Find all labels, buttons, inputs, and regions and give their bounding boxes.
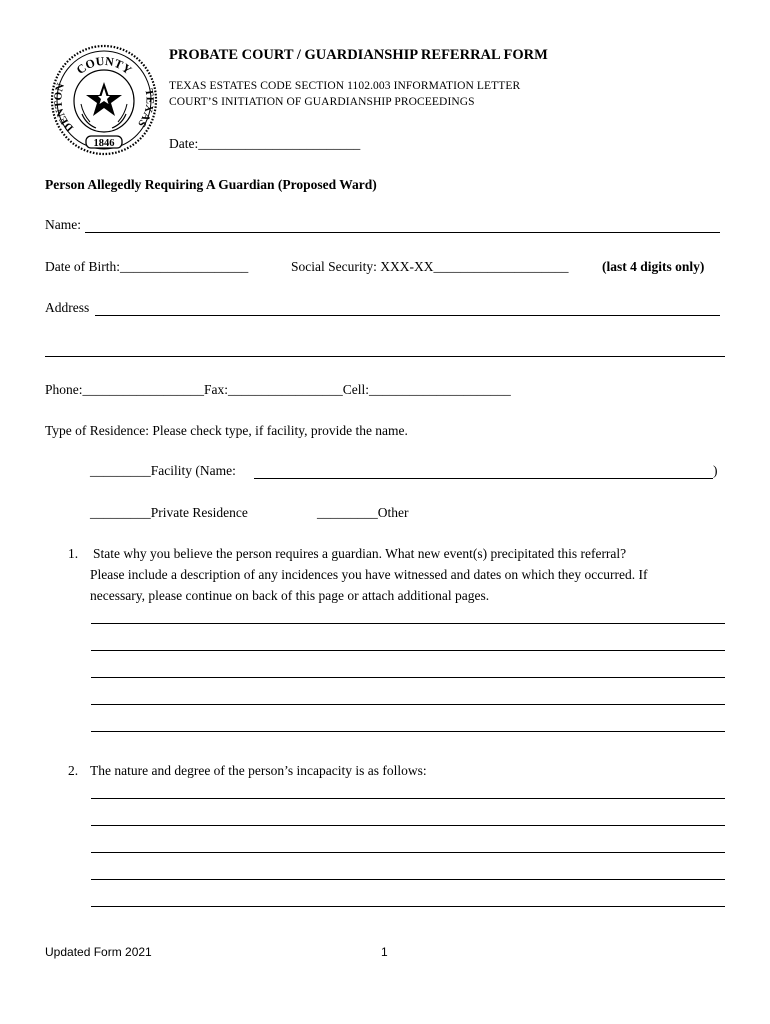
question-1-answer-line[interactable] [91,677,725,678]
question-1-answer-line[interactable] [91,704,725,705]
question-2-answer-line[interactable] [91,852,725,853]
form-title: PROBATE COURT / GUARDIANSHIP REFERRAL FORM [169,47,548,63]
question-1-text-line-2: Please include a description of any incidences you have witnessed and dates on which they occurred. If [90,567,648,582]
question-2-answer-line[interactable] [91,825,725,826]
question-2-answer-line[interactable] [91,879,725,880]
form-subtitle-statute: TEXAS ESTATES CODE SECTION 1102.003 INFORMATION LETTER [169,80,521,92]
residence-type-prompt: Type of Residence: Please check type, if facility, provide the name. [45,423,408,438]
address-field-line-1[interactable] [95,315,720,316]
question-1-text-line-3: necessary, please continue on back of this page or attach additional pages. [90,588,490,603]
question-2-text: The nature and degree of the person’s incapacity is as follows: [90,763,427,778]
address-field-line-2[interactable] [45,356,725,357]
question-2-number: 2. [68,763,79,778]
footer-form-version: Updated Form 2021 [45,945,152,959]
phone-fax-cell-fields[interactable]: Phone:__________________Fax:_________________Cell:_____________________ [45,382,511,397]
seal-right-text: TEXAS [135,87,156,130]
question-1-number: 1. [68,546,79,561]
date-of-birth-field[interactable]: Date of Birth:___________________ [45,259,249,274]
name-field[interactable] [85,232,720,233]
address-label: Address [45,300,90,315]
question-1-answer-line[interactable] [91,731,725,732]
svg-text:DENTON [52,82,76,134]
question-2-answer-line[interactable] [91,798,725,799]
page-number: 1 [381,945,388,959]
date-field[interactable]: Date:________________________ [169,136,361,151]
form-subtitle-initiation: COURT’S INITIATION OF GUARDIANSHIP PROCEEDINGS [169,96,475,108]
facility-option[interactable]: _________Facility (Name: [90,463,236,478]
seal-year: 1846 [93,138,115,149]
question-2-answer-line[interactable] [91,906,725,907]
seal-top-text: COUNTY [73,53,135,78]
ward-section-heading: Person Allegedly Requiring A Guardian (Proposed Ward) [45,177,377,192]
ssn-note: (last 4 digits only) [602,259,705,274]
question-1-text-line-1: State why you believe the person requires a guardian. What new event(s) precipitated this referral? [93,546,627,561]
facility-close-paren: ) [713,463,718,478]
county-seal-logo [50,44,158,156]
private-residence-option[interactable]: _________Private Residence [90,505,248,520]
question-1-answer-line[interactable] [91,623,725,624]
ssn-field[interactable]: Social Security: XXX-XX____________________ [291,259,569,274]
svg-text:COUNTY [74,54,135,77]
facility-name-field[interactable] [254,478,713,479]
svg-text:TEXAS [135,88,155,129]
question-1-answer-line[interactable] [91,650,725,651]
other-option[interactable]: _________Other [317,505,409,520]
name-label: Name: [45,217,81,232]
seal-left-text: DENTON [52,81,77,134]
